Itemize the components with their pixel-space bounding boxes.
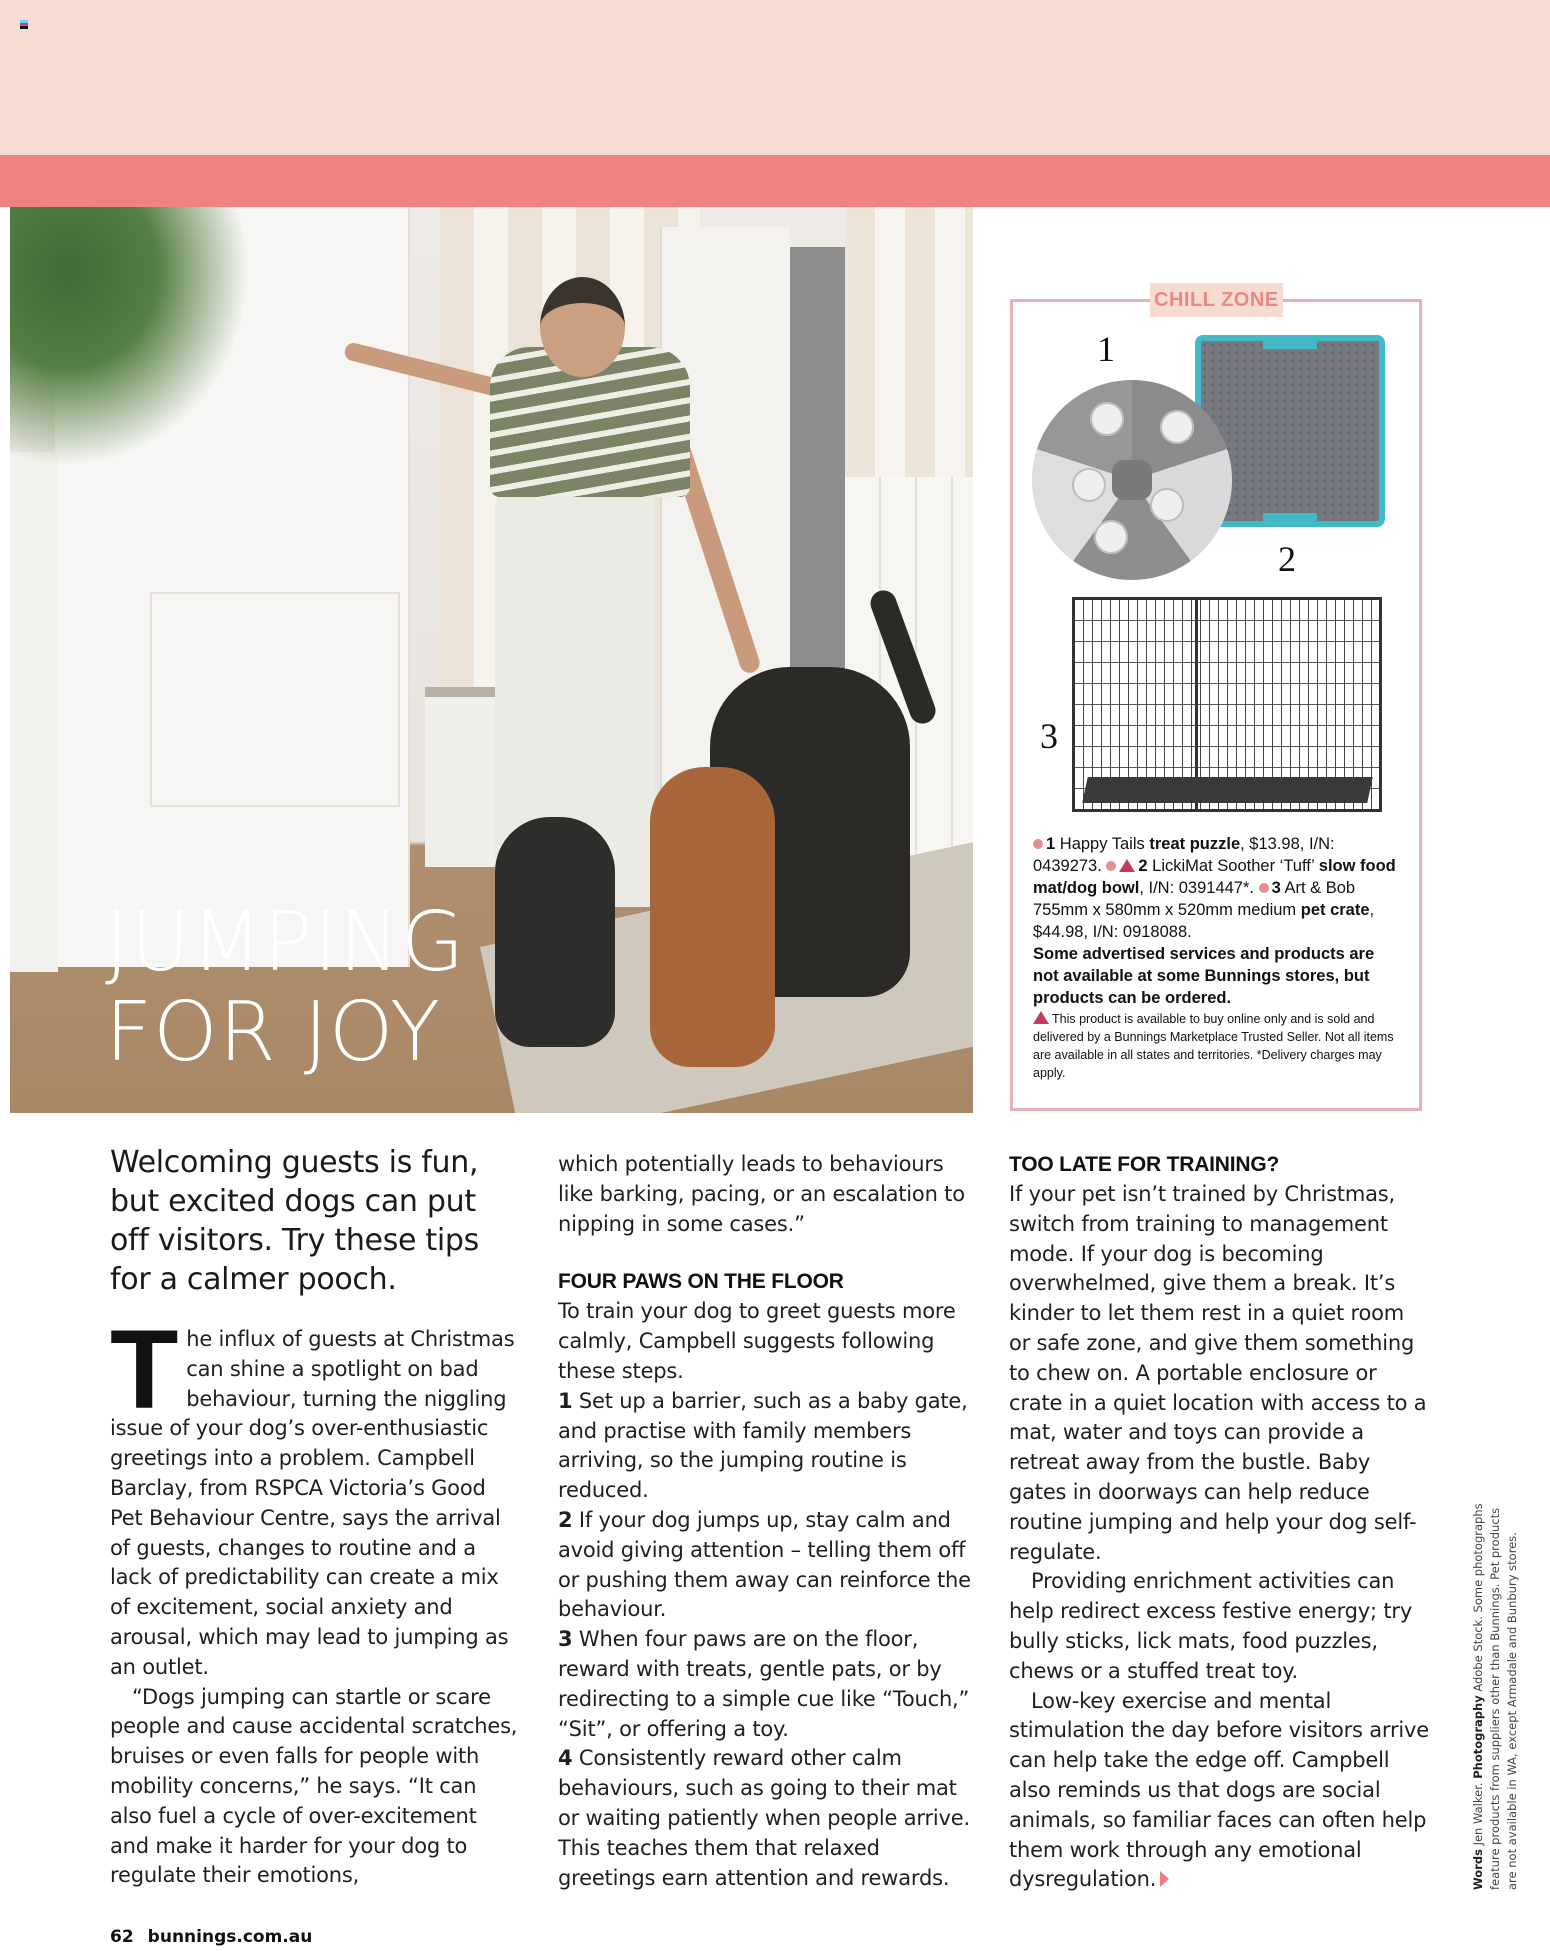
section2-para-3-text: Low-key exercise and mental stimulation the day before visitors arrive can help take the edge off. Campbell also reminds us that dogs are social animals, so familiar faces can often help them work through any emotional dysregulation.: [1009, 1688, 1429, 1892]
product-number-3: 3: [1040, 716, 1058, 756]
marketplace-note: [1033, 1010, 1403, 1082]
page-number: 62: [110, 1927, 134, 1947]
site-url[interactable]: bunnings.com.au: [147, 1927, 313, 1947]
step-text: Consistently reward other calm behaviours, such as going to their mat or waiting patiently when people arrive. This teaches them that relaxed greetings earn attention and rewards.: [558, 1746, 970, 1890]
puzzle-knob: [1094, 520, 1128, 554]
step-text: Set up a barrier, such as a baby gate, and practise with family members arriving, so the jumping routine is reduced.: [558, 1388, 968, 1503]
title-line-1: JUMPING: [105, 895, 466, 990]
credits-photo-label: Photography: [1471, 1695, 1485, 1779]
product-number-1: 1: [1097, 329, 1115, 369]
standfirst: Welcoming guests is fun, but excited dogs can put off visitors. Try these tips for a calmer pooch.: [110, 1145, 479, 1297]
treat-puzzle-product-image: [1032, 380, 1232, 580]
product-details: , I/N: 0391447*.: [1139, 879, 1259, 897]
end-of-article-icon: [1160, 1871, 1169, 1887]
product-caption: [1033, 833, 1403, 1082]
plant-stand: [10, 452, 58, 972]
title-line-2: FOR JOY: [105, 985, 442, 1080]
para-2: “Dogs jumping can startle or scare people and cause accidental scratches, bruises or even falls for people with mobility concerns,” he says. “It can also fuel a cycle of over-excitement and make it harder for your dog to regulate their emotions,: [110, 1684, 518, 1888]
in-store-dot-icon: [1033, 839, 1043, 849]
puzzle-knob: [1090, 402, 1124, 436]
step-number: 3: [558, 1627, 573, 1652]
section2-para-3: [1009, 1687, 1429, 1896]
coral-band: [0, 155, 1550, 207]
product-type: pet crate: [1300, 901, 1370, 919]
product-number-2: 2: [1278, 539, 1296, 579]
online-only-triangle-icon: [1033, 1011, 1049, 1024]
product-list: [1033, 833, 1403, 943]
marketplace-note-text: This product is available to buy online only and is sold and delivered by a Bunnings Marketplace Trusted Seller. Not all items are available in all states and territories. *Delivery charges may apply.: [1033, 1012, 1394, 1080]
puzzle-knob: [1160, 410, 1194, 444]
product-type: treat puzzle: [1149, 835, 1241, 853]
door-panel: [150, 592, 400, 807]
puzzle-knob: [1150, 488, 1184, 522]
lickimat-tab: [1263, 513, 1317, 527]
credits-photo-value: Adobe Stock. Some photographs feature products from suppliers other than Bunnings. Pet products are not available in WA, except Armadale and Bunbury stores.: [1471, 1503, 1519, 1890]
product-num: 3: [1271, 879, 1281, 897]
step-text: If your dog jumps up, stay calm and avoid giving attention – telling them off or pushing them away can reinforce the behaviour.: [558, 1507, 971, 1622]
article-column-1: [110, 1143, 520, 1891]
step-3: [558, 1625, 973, 1744]
product-num: 1: [1046, 835, 1056, 853]
product-type: slow food mat/dog bowl: [1033, 857, 1396, 897]
step-1: [558, 1387, 973, 1506]
product-num: 2: [1138, 857, 1148, 875]
section-heading-too-late: TOO LATE FOR TRAINING?: [1009, 1153, 1280, 1176]
step-2: [558, 1506, 973, 1625]
product-brand: Art & Bob 755mm x 580mm x 520mm medium: [1033, 879, 1356, 919]
credits: [1470, 1490, 1521, 1890]
online-only-triangle-icon: [1119, 859, 1135, 872]
crate-tray: [1082, 777, 1373, 803]
section2-para-2: Providing enrichment activities can help redirect excess festive energy; try bully sticks, lick mats, food puzzles, chews or a stuffed treat toy.: [1009, 1569, 1413, 1683]
section-intro: To train your dog to greet guests more calmly, Campbell suggests following these steps.: [558, 1299, 956, 1383]
pet-crate-product-image: [1072, 597, 1382, 812]
plant-leaves: [10, 207, 250, 467]
opening-paragraph: [110, 1307, 520, 1683]
section-heading-four-paws: FOUR PAWS ON THE FLOOR: [558, 1270, 844, 1294]
registration-mark-icon: [20, 20, 28, 29]
availability-note: Some advertised services and products are not available at some Bunnings stores, but products can be ordered.: [1033, 945, 1375, 1007]
puzzle-hub: [1112, 460, 1152, 500]
credits-words-value: Jen Walker.: [1471, 1778, 1485, 1850]
in-store-dot-icon: [1106, 861, 1116, 871]
para-2-continued: which potentially leads to behaviours like barking, pacing, or an escalation to nipping in some cases.”: [558, 1152, 965, 1236]
chill-zone-title: CHILL ZONE: [1150, 283, 1283, 317]
step-text: When four paws are on the floor, reward with treats, gentle pats, or by redirecting to a simple cue like “Touch,” “Sit”, or offering a toy.: [558, 1627, 970, 1741]
step-4: [558, 1744, 973, 1893]
lickimat-tab: [1263, 335, 1317, 349]
product-brand: Happy Tails: [1055, 835, 1150, 853]
product-details: , $13.98, I/N: 0439273.: [1033, 835, 1335, 875]
product-brand: LickiMat Soother ‘Tuff’: [1147, 857, 1319, 875]
woman-head: [540, 277, 625, 377]
credits-words-label: Words: [1471, 1849, 1485, 1890]
step-number: 4: [558, 1746, 573, 1771]
striped-wallpaper-right: [845, 207, 973, 477]
article-column-3: [1009, 1150, 1429, 1895]
page-title: [105, 895, 525, 1080]
puzzle-knob: [1072, 468, 1106, 502]
section2-para-1: If your pet isn’t trained by Christmas, switch from training to management mode. If your dog is becoming overwhelmed, give them a break. It’s kinder to let them rest in a quiet room or safe zone, and give them something to chew on. A portable enclosure or crate in a quiet location with access to a mat, water and toys can provide a retreat away from the bustle. Baby gates in doorways can help reduce routine jumping and help your dog self-regulate.: [1009, 1182, 1427, 1564]
drop-cap: T: [110, 1307, 179, 1432]
page-footer: [110, 1927, 312, 1947]
product-details: , $44.98, I/N: 0918088.: [1033, 901, 1375, 941]
header-band: [0, 0, 1550, 155]
step-number: 1: [558, 1388, 573, 1413]
step-number: 2: [558, 1507, 573, 1532]
article-column-2: [558, 1150, 973, 1893]
in-store-dot-icon: [1259, 883, 1269, 893]
dog-brown: [650, 767, 775, 1067]
para-1: he influx of guests at Christmas can shine a spotlight on bad behaviour, turning the niggling issue of your dog’s over-enthusiastic greetings into a problem. Campbell Barclay, from RSPCA Victoria’s Good Pet Behaviour Centre, says the arrival of guests, changes to routine and a lack of predictability can create a mix of excitement, social anxiety and arousal, which may lead to jumping as an outlet.: [110, 1327, 515, 1679]
